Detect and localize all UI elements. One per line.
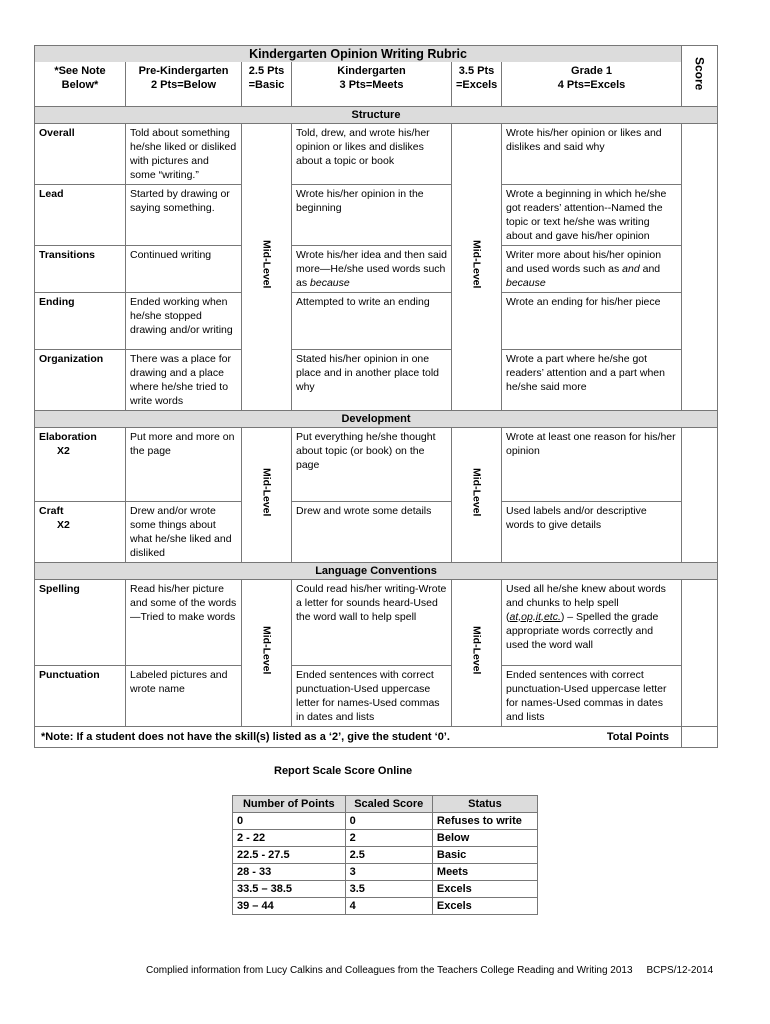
note-text: *Note: If a student does not have the skill(s) listed as a ‘2’, give the student ‘0’. Total Points xyxy=(35,726,682,747)
mid-level-conventions-2: Mid-Level xyxy=(452,579,502,726)
header-prek: Pre-Kindergarten 2 Pts=Below xyxy=(126,62,242,106)
section-structure: Structure xyxy=(35,106,718,123)
table-row: 2 - 22 2 Below xyxy=(233,830,538,847)
header-row xyxy=(35,62,718,106)
row-craft: Craft X2 Drew and/or wrote some things about what he/she liked and disliked Drew and wrote some details Used labels and/or descriptive words to give details xyxy=(35,501,718,562)
scale-header-row: Number of Points Scaled Score Status xyxy=(233,796,538,813)
row-punctuation: Punctuation Labeled pictures and wrote name Ended sentences with correct punctuation-Used uppercase letter for names-Used commas in dates and lists Ended sentences with correct punctuation-Used uppercase letter for names-Used commas in dates and lists xyxy=(35,665,718,726)
category-ending: Ending xyxy=(35,292,126,349)
table-row: 22.5 - 27.5 2.5 Basic xyxy=(233,847,538,864)
scale-table xyxy=(232,795,538,915)
section-conventions: Language Conventions xyxy=(35,562,718,579)
mid-level-structure-2: Mid-Level xyxy=(452,123,502,410)
score-conventions[interactable] xyxy=(682,579,718,726)
category-spelling: Spelling xyxy=(35,579,126,665)
category-overall: Overall xyxy=(35,123,126,184)
row-organization: Organization There was a place for drawing and a place where he/she tried to write words Stated his/her opinion in one place and in another place told why Wrote a part where he/she got readers’ attention and a part when he/she said more xyxy=(35,349,718,410)
score-header: Score xyxy=(682,46,718,107)
table-row: 39 – 44 4 Excels xyxy=(233,898,538,915)
section-development: Development xyxy=(35,410,718,427)
score-development[interactable] xyxy=(682,427,718,562)
table-row: 0 0 Refuses to write xyxy=(233,813,538,830)
row-ending: Ending Ended working when he/she stopped drawing and/or writing Attempted to write an ending Wrote an ending for his/her piece xyxy=(35,292,718,349)
rubric-title: Kindergarten Opinion Writing Rubric xyxy=(35,46,682,63)
mid-level-development-1: Mid-Level xyxy=(242,427,292,562)
footer-credit: Complied information from Lucy Calkins and Colleagues from the Teachers College Reading and Writing 2013 BCPS/12-2014 xyxy=(146,965,714,976)
table-row: 28 - 33 3 Meets xyxy=(233,864,538,881)
header-grade1: Grade 1 4 Pts=Excels xyxy=(502,62,682,106)
category-punctuation: Punctuation xyxy=(35,665,126,726)
category-craft: Craft X2 xyxy=(35,501,126,562)
category-organization: Organization xyxy=(35,349,126,410)
table-row: 33.5 – 38.5 3.5 Excels xyxy=(233,881,538,898)
total-points-label: Total Points xyxy=(606,730,670,743)
row-transitions: Transitions Continued writing Wrote his/her idea and then said more—He/she used words such as because Writer more about his/her opinion and used words such as and and because xyxy=(35,245,718,292)
rubric-title-row xyxy=(35,46,718,63)
header-kindergarten: Kindergarten 3 Pts=Meets xyxy=(292,62,452,106)
row-overall: Overall Told about something he/she liked or disliked with pictures and some “writing.” Mid-Level Told, drew, and wrote his/her opinion or likes and dislikes about a topic or book Mid-Level Wrote his/her opinion or likes and dislikes and said why xyxy=(35,123,718,184)
mid-level-conventions-1: Mid-Level xyxy=(242,579,292,726)
score-structure[interactable] xyxy=(682,123,718,410)
rubric-table xyxy=(34,45,718,748)
row-lead: Lead Started by drawing or saying something. Wrote his/her opinion in the beginning Wrote a beginning in which he/she got readers’ attention--Named the topic or text he/she was writing about and gave his/her opinion xyxy=(35,184,718,245)
row-elaboration: Elaboration X2 Put more and more on the page Mid-Level Put everything he/she thought about topic (or book) on the page Mid-Level Wrote at least one reason for his/her opinion xyxy=(35,427,718,501)
row-spelling: Spelling Read his/her picture and some of the words—Tried to make words Mid-Level Could read his/her writing-Wrote a letter for sounds heard-Used the word wall to help spell Mid-Level Used all he/she knew about words and chunks to help spell (at,op,it,etc.) – Spelled the grade appropriate words correctly and used the word wall xyxy=(35,579,718,665)
total-points-cell[interactable] xyxy=(682,726,718,747)
mid-level-development-2: Mid-Level xyxy=(452,427,502,562)
header-3-5: 3.5 Pts =Excels xyxy=(452,62,502,106)
note-row xyxy=(35,726,718,747)
category-lead: Lead xyxy=(35,184,126,245)
category-transitions: Transitions xyxy=(35,245,126,292)
category-elaboration: Elaboration X2 xyxy=(35,427,126,501)
header-2-5: 2.5 Pts =Basic xyxy=(242,62,292,106)
header-note: *See Note Below* xyxy=(35,62,126,106)
mid-level-structure-1: Mid-Level xyxy=(242,123,292,410)
report-title: Report Scale Score Online xyxy=(274,765,413,777)
